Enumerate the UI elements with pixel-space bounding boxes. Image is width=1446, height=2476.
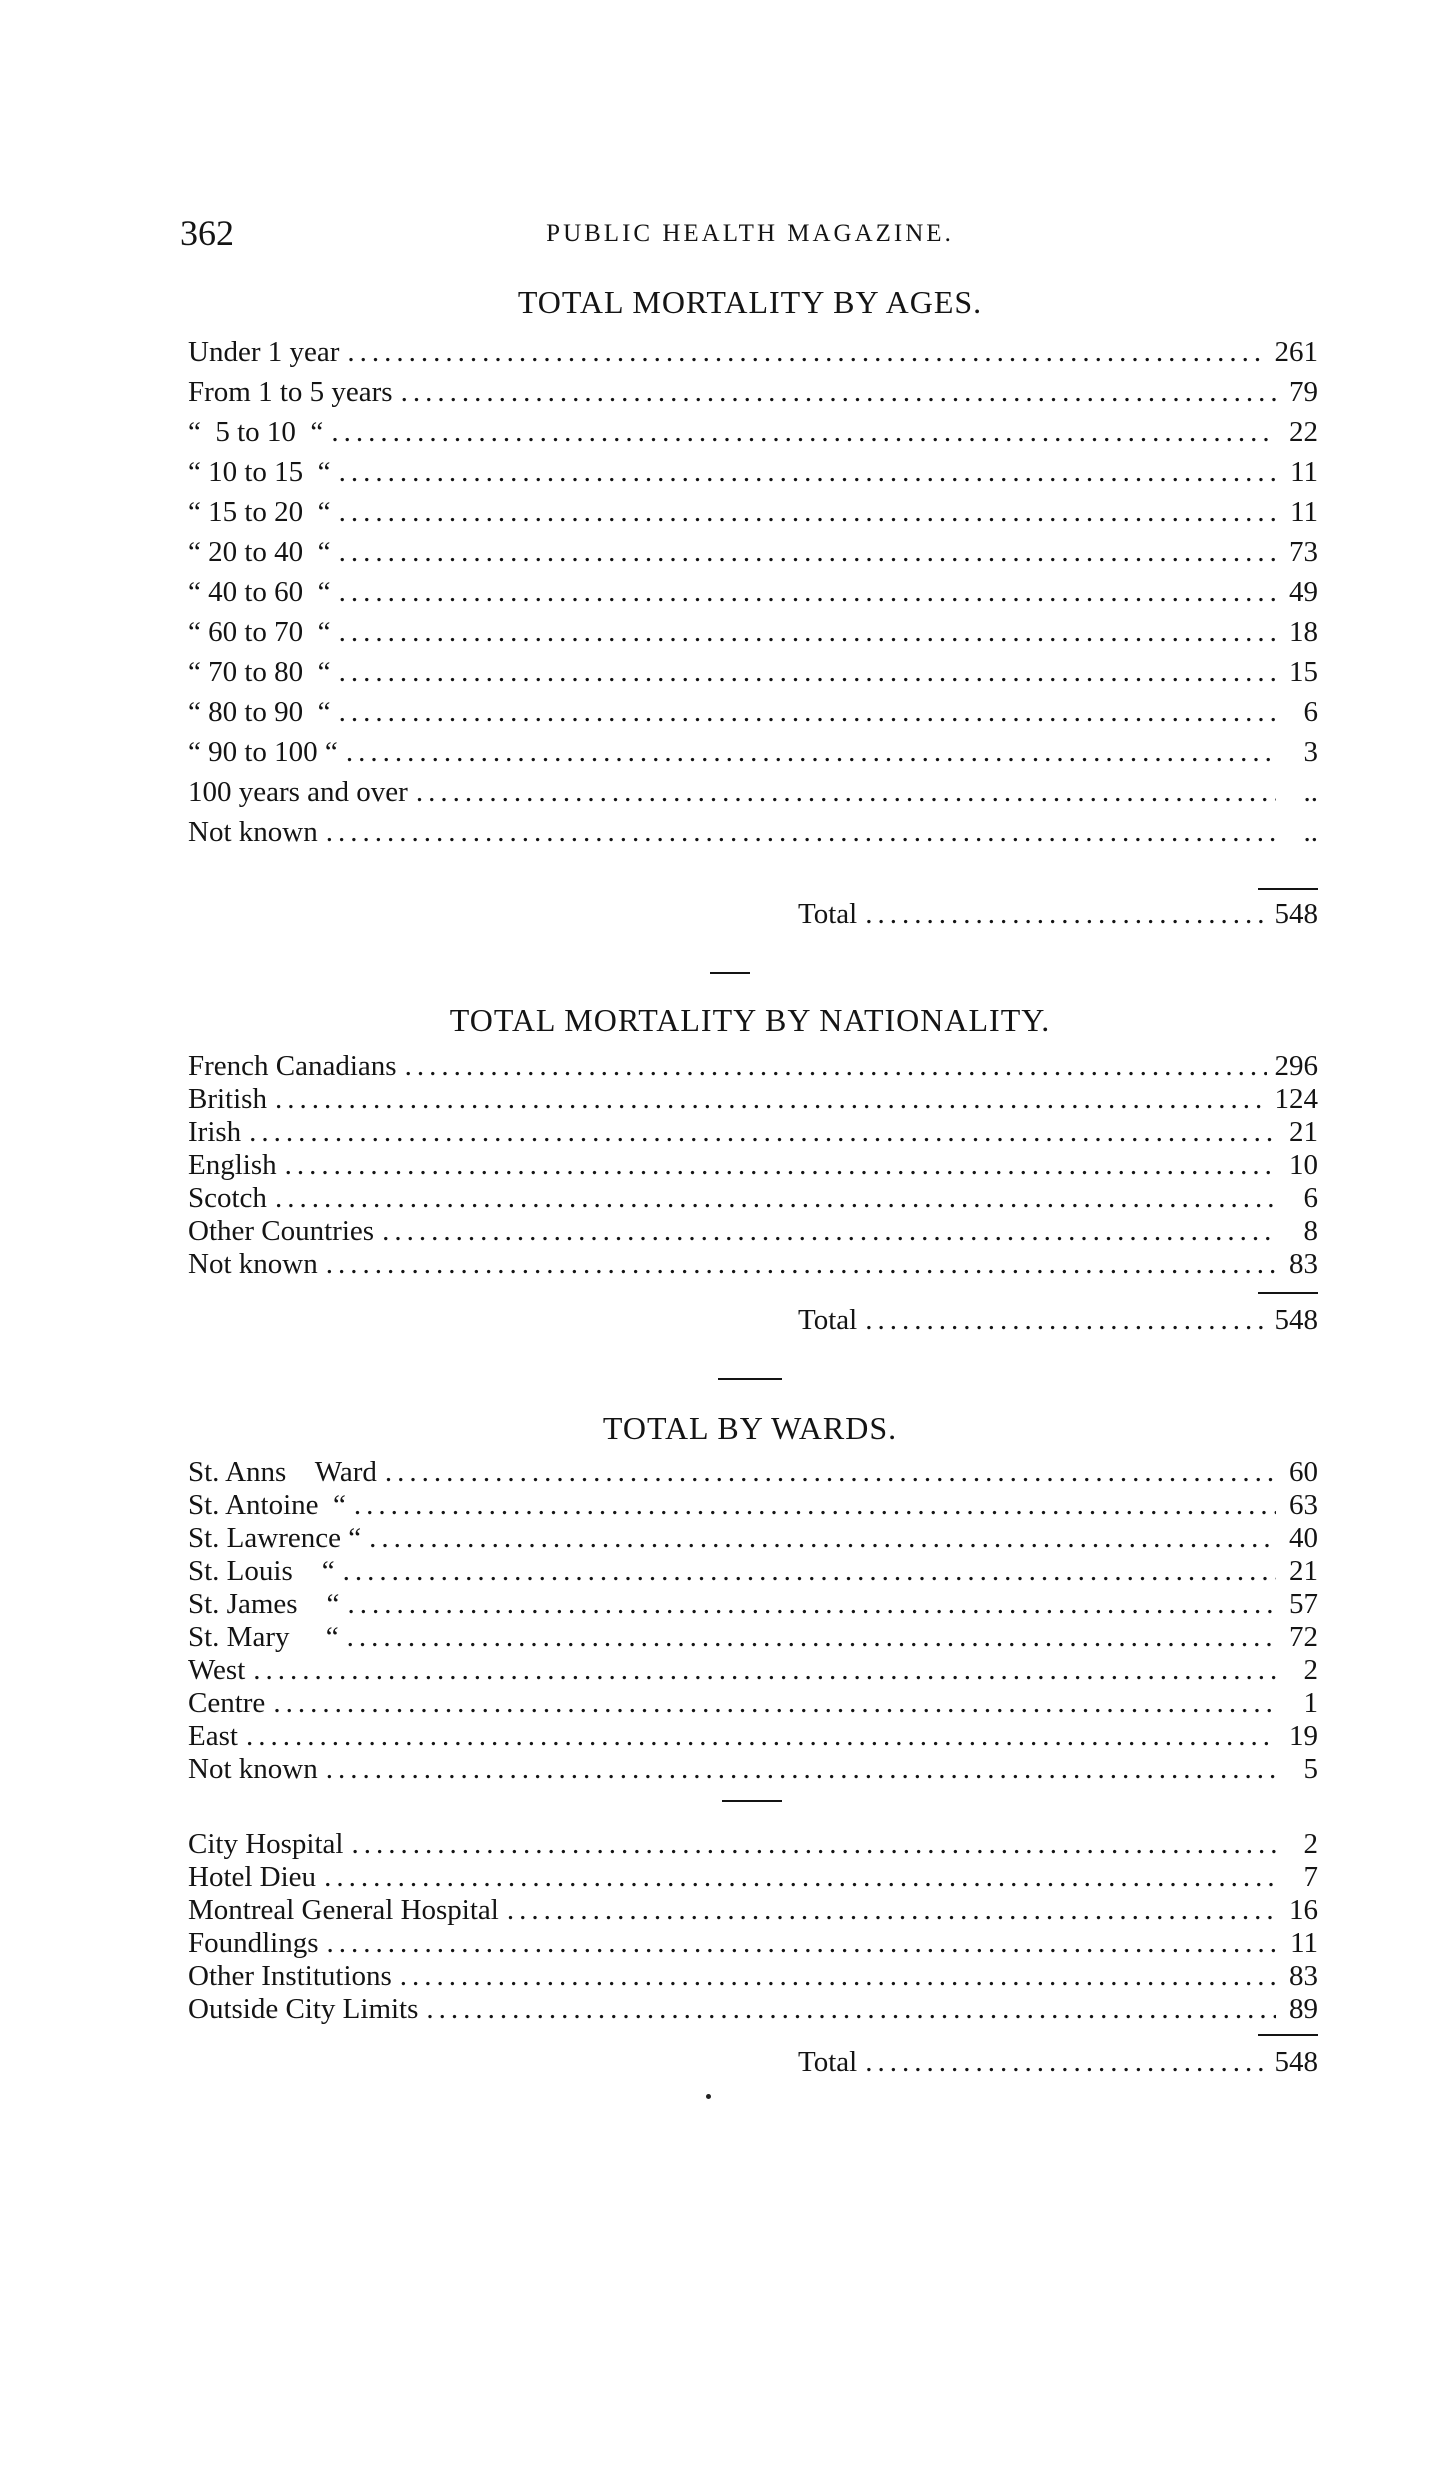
leader-dots	[426, 1993, 1276, 2026]
leader-dots	[351, 1828, 1276, 1861]
row-label: “ 80 to 90 “	[188, 696, 331, 728]
table-row	[188, 532, 1318, 572]
row-label: “ 90 to 100 “	[188, 736, 338, 768]
row-label: “ 15 to 20 “	[188, 496, 331, 528]
table-row	[188, 1182, 1318, 1215]
table-row	[188, 452, 1318, 492]
leader-dots	[347, 1621, 1276, 1654]
row-value: 19	[1289, 1720, 1318, 1752]
row-label: “ 70 to 80 “	[188, 656, 331, 688]
row-label: St. Antoine “	[188, 1489, 346, 1521]
wards-total-value: 548	[1274, 2046, 1318, 2078]
leader-dots	[369, 1522, 1276, 1555]
row-label: Other Institutions	[188, 1960, 392, 1992]
table-row	[188, 1083, 1318, 1116]
row-label: “ 40 to 60 “	[188, 576, 331, 608]
nationality-total-label: Total	[798, 1304, 858, 1336]
row-label: Montreal General Hospital	[188, 1894, 499, 1926]
row-value: 63	[1289, 1489, 1318, 1521]
row-label: “ 60 to 70 “	[188, 616, 331, 648]
row-value: 16	[1289, 1894, 1318, 1926]
row-label: French Canadians	[188, 1050, 397, 1082]
row-label: 100 years and over	[188, 776, 408, 808]
leader-dots	[507, 1894, 1276, 1927]
table-row	[188, 1960, 1318, 1993]
row-value: 8	[1303, 1215, 1318, 1247]
table-row	[188, 572, 1318, 612]
row-label: St. Anns Ward	[188, 1456, 377, 1488]
ages-total-value: 548	[1274, 898, 1318, 930]
leader-dots	[326, 812, 1276, 852]
table-row	[188, 692, 1318, 732]
table-row	[188, 1215, 1318, 1248]
row-value: 1	[1303, 1687, 1318, 1719]
table-row	[188, 1116, 1318, 1149]
row-value: 15	[1289, 656, 1318, 688]
section-divider	[710, 972, 750, 974]
leader-dots	[865, 2046, 1266, 2079]
leader-dots	[346, 732, 1276, 772]
leader-dots	[324, 1861, 1276, 1894]
leader-dots	[249, 1116, 1276, 1149]
nationality-total-row	[798, 1304, 1318, 1337]
table-row	[188, 1248, 1318, 1281]
leader-dots	[275, 1083, 1267, 1116]
leader-dots	[331, 412, 1276, 452]
table-row	[188, 1753, 1318, 1786]
row-label: Under 1 year	[188, 336, 340, 368]
nationality-table	[188, 1050, 1318, 1281]
table-row	[188, 732, 1318, 772]
table-row	[188, 1861, 1318, 1894]
table-row	[188, 492, 1318, 532]
row-value: 7	[1303, 1861, 1318, 1893]
institutions-table	[188, 1828, 1318, 2026]
row-label: Not known	[188, 1248, 318, 1280]
table-row	[188, 1621, 1318, 1654]
leader-dots	[343, 1555, 1276, 1588]
leader-dots	[339, 652, 1276, 692]
row-value: 60	[1289, 1456, 1318, 1488]
table-row	[188, 1687, 1318, 1720]
row-value: 11	[1290, 496, 1318, 528]
row-label: Foundlings	[188, 1927, 319, 1959]
table-row	[188, 1828, 1318, 1861]
row-value: 21	[1289, 1555, 1318, 1587]
table-row	[188, 1149, 1318, 1182]
row-value: 5	[1303, 1753, 1318, 1785]
row-label: Hotel Dieu	[188, 1861, 317, 1893]
ages-total-label: Total	[798, 898, 858, 930]
nationality-heading: TOTAL MORTALITY BY NATIONALITY.	[449, 1002, 1051, 1038]
page-number: 362	[180, 213, 234, 253]
leader-dots	[354, 1489, 1276, 1522]
leader-dots	[339, 692, 1276, 732]
row-label: Centre	[188, 1687, 266, 1719]
ages-total-row	[798, 898, 1318, 931]
row-label: “ 5 to 10 “	[188, 416, 324, 448]
row-value: 83	[1289, 1248, 1318, 1280]
magazine-title: PUBLIC HEALTH MAGAZINE.	[546, 220, 954, 247]
row-label: Other Countries	[188, 1215, 375, 1247]
ages-table	[188, 332, 1318, 852]
row-label: Irish	[188, 1116, 242, 1148]
leader-dots	[400, 1960, 1276, 1993]
running-head	[180, 212, 1320, 252]
table-row	[188, 772, 1318, 812]
ages-total-rule	[1258, 888, 1318, 890]
row-label: Not known	[188, 1753, 318, 1785]
row-label: St. Mary “	[188, 1621, 339, 1653]
table-row	[188, 412, 1318, 452]
leader-dots	[347, 332, 1266, 372]
row-label: British	[188, 1083, 267, 1115]
table-row	[188, 1654, 1318, 1687]
row-value: 3	[1303, 736, 1318, 768]
leader-dots	[865, 1304, 1266, 1337]
wards-divider	[722, 1800, 782, 1802]
row-value: 261	[1274, 336, 1318, 368]
row-value: 2	[1303, 1828, 1318, 1860]
section-divider	[718, 1378, 782, 1380]
table-row	[188, 1927, 1318, 1960]
row-value: 18	[1289, 616, 1318, 648]
row-label: West	[188, 1654, 246, 1686]
table-row	[188, 812, 1318, 852]
leader-dots	[347, 1588, 1276, 1621]
leader-dots	[285, 1149, 1276, 1182]
row-label: From 1 to 5 years	[188, 376, 393, 408]
table-row	[188, 652, 1318, 692]
leader-dots	[385, 1456, 1276, 1489]
row-value: 57	[1289, 1588, 1318, 1620]
row-value: 40	[1289, 1522, 1318, 1554]
table-row	[188, 1456, 1318, 1489]
table-row	[188, 1720, 1318, 1753]
leader-dots	[382, 1215, 1276, 1248]
table-row	[188, 1588, 1318, 1621]
row-value: 73	[1289, 536, 1318, 568]
row-value: 72	[1289, 1621, 1318, 1653]
table-row	[188, 1489, 1318, 1522]
row-value: 124	[1274, 1083, 1318, 1115]
table-row	[188, 1050, 1318, 1083]
row-value: 22	[1289, 416, 1318, 448]
row-label: City Hospital	[188, 1828, 344, 1860]
row-value: 2	[1303, 1654, 1318, 1686]
table-row	[188, 612, 1318, 652]
row-value: 83	[1289, 1960, 1318, 1992]
table-row	[188, 1555, 1318, 1588]
row-label: St. Louis “	[188, 1555, 335, 1587]
row-value: 6	[1303, 696, 1318, 728]
leader-dots	[326, 1248, 1276, 1281]
wards-total-rule	[1258, 2034, 1318, 2036]
row-value: 21	[1289, 1116, 1318, 1148]
row-label: “ 10 to 15 “	[188, 456, 331, 488]
leader-dots	[253, 1654, 1276, 1687]
row-label: Outside City Limits	[188, 1993, 419, 2025]
table-row	[188, 372, 1318, 412]
leader-dots	[246, 1720, 1276, 1753]
row-label: East	[188, 1720, 238, 1752]
leader-dots	[327, 1927, 1276, 1960]
row-value: ..	[1303, 776, 1318, 808]
row-value: 49	[1289, 576, 1318, 608]
leader-dots	[401, 372, 1276, 412]
wards-total-row	[798, 2046, 1318, 2079]
row-value: 10	[1289, 1149, 1318, 1181]
leader-dots	[339, 612, 1276, 652]
ink-speck	[706, 2094, 711, 2099]
wards-heading: TOTAL BY WARDS.	[602, 1410, 898, 1446]
row-label: “ 20 to 40 “	[188, 536, 331, 568]
wards-total-label: Total	[798, 2046, 858, 2078]
leader-dots	[273, 1687, 1276, 1720]
table-row	[188, 1993, 1318, 2026]
leader-dots	[275, 1182, 1276, 1215]
leader-dots	[405, 1050, 1267, 1083]
table-row	[188, 1894, 1318, 1927]
row-value: 11	[1290, 456, 1318, 488]
row-label: English	[188, 1149, 277, 1181]
leader-dots	[326, 1753, 1276, 1786]
row-value: 11	[1290, 1927, 1318, 1959]
leader-dots	[339, 452, 1276, 492]
table-row	[188, 1522, 1318, 1555]
nationality-total-value: 548	[1274, 1304, 1318, 1336]
leader-dots	[416, 772, 1276, 812]
leader-dots	[339, 492, 1276, 532]
row-value: 296	[1274, 1050, 1318, 1082]
row-value: 79	[1289, 376, 1318, 408]
row-label: St. Lawrence “	[188, 1522, 362, 1554]
row-label: Scotch	[188, 1182, 267, 1214]
row-value: ..	[1303, 816, 1318, 848]
row-value: 89	[1289, 1993, 1318, 2025]
row-value: 6	[1303, 1182, 1318, 1214]
leader-dots	[865, 898, 1266, 931]
leader-dots	[339, 532, 1276, 572]
wards-table	[188, 1456, 1318, 1786]
ages-heading: TOTAL MORTALITY BY AGES.	[517, 284, 983, 320]
row-label: Not known	[188, 816, 318, 848]
table-row	[188, 332, 1318, 372]
row-label: St. James “	[188, 1588, 340, 1620]
nationality-total-rule	[1258, 1292, 1318, 1294]
leader-dots	[339, 572, 1276, 612]
